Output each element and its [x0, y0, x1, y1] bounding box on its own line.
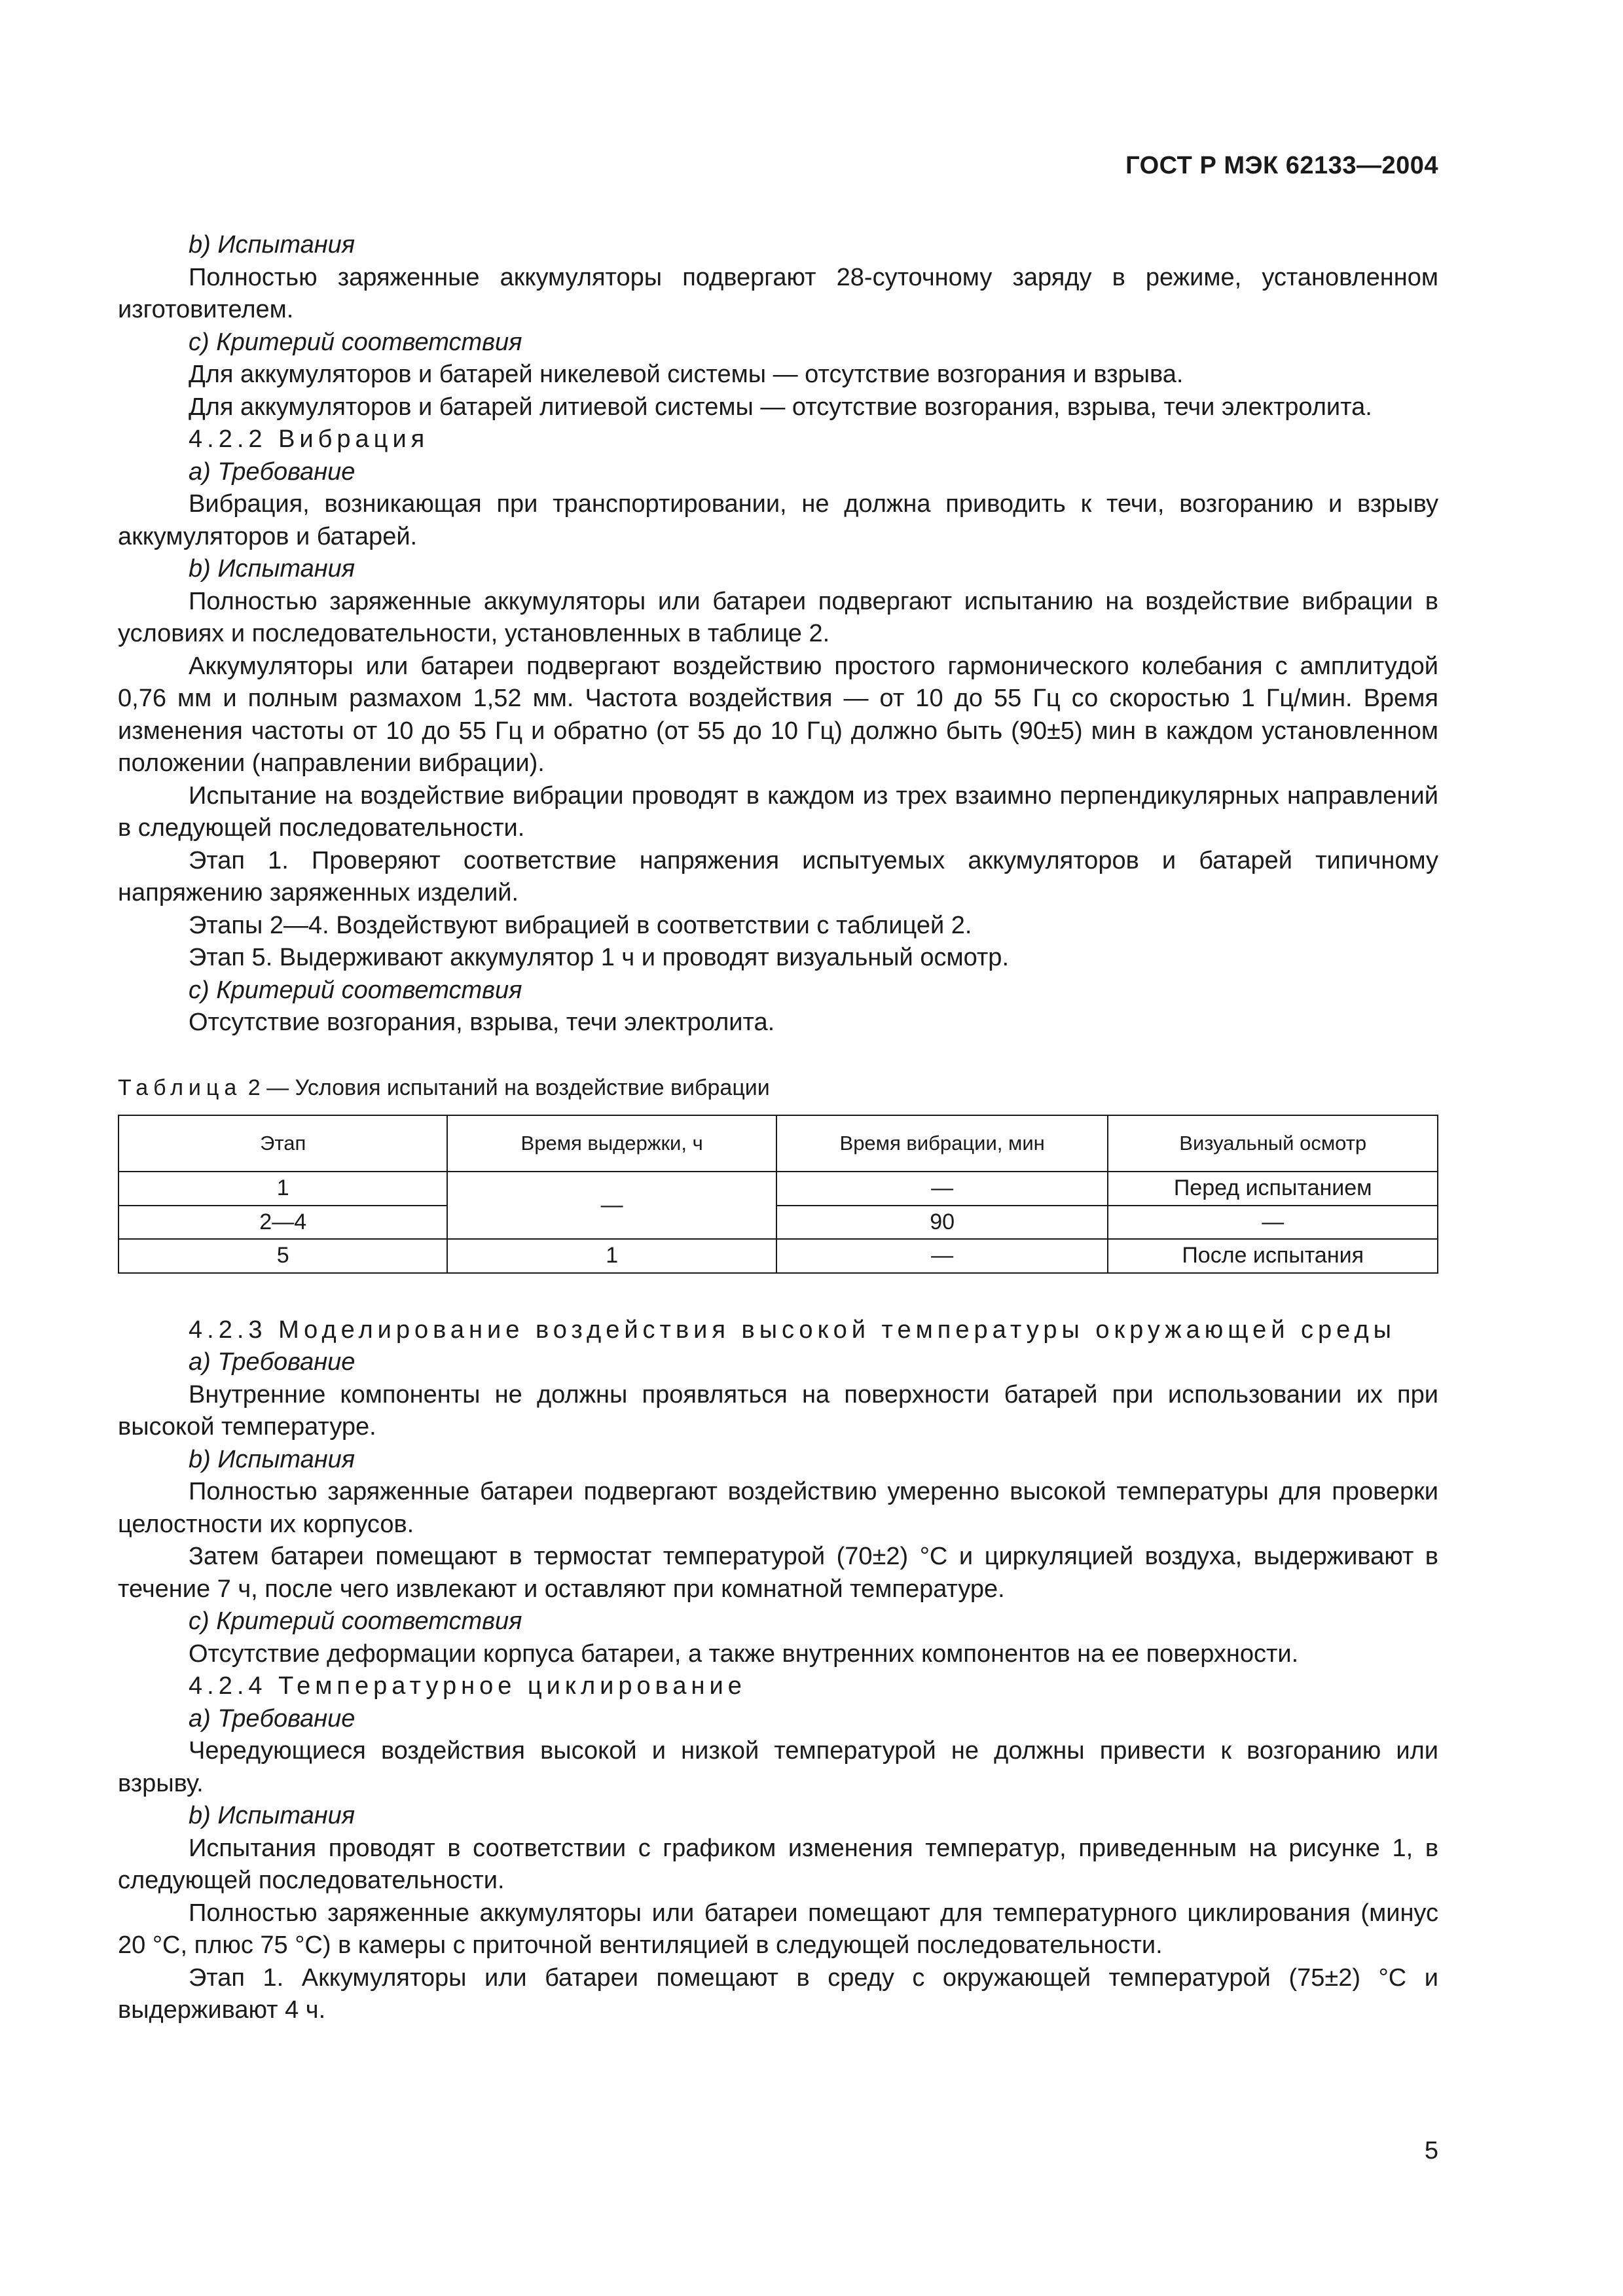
section-heading: 4.2.4 Температурное циклирование: [189, 1672, 746, 1700]
paragraph: Испытание на воздействие вибрации проводят в каждом из трех взаимно перпендикулярных направлений в следующей последовательности.: [118, 781, 1438, 842]
table-caption-text: 2 — Условия испытаний на воздействие вибрации: [242, 1075, 770, 1100]
table-header-row: [119, 1115, 1438, 1172]
table-cell: 2—4: [119, 1206, 447, 1240]
section-heading: 4.2.2 Вибрация: [189, 425, 429, 453]
text-block-temperature: [118, 1314, 1438, 2027]
paragraph: Для аккумуляторов и батарей литиевой системы — отсутствие возгорания, взрыва, течи электролита.: [189, 393, 1372, 421]
table-cell: 1: [447, 1239, 776, 1273]
page-number: 5: [1424, 2137, 1438, 2164]
subsection-label: b) Испытания: [189, 1802, 356, 1829]
header-hold-time: Время выдержки, ч: [447, 1115, 776, 1172]
table-cell: 5: [119, 1239, 447, 1273]
document-body: [118, 229, 1438, 2027]
subsection-label: a) Требование: [189, 457, 356, 486]
paragraph: Этапы 2—4. Воздействуют вибрацией в соответствии с таблицей 2.: [189, 911, 972, 939]
subsection-label: b) Испытания: [189, 555, 356, 583]
text-block-vibration: [118, 229, 1438, 1039]
table-cell: Перед испытанием: [1108, 1172, 1438, 1206]
header-visual-inspection: Визуальный осмотр: [1108, 1115, 1438, 1172]
table-caption: [118, 1072, 1438, 1105]
section-heading: 4.2.3 Моделирование воздействия высокой температуры окружающей среды: [189, 1316, 1396, 1344]
paragraph: Этап 1. Проверяют соответствие напряжения испытуемых аккумуляторов и батарей типичному напряжению заряженных изделий.: [118, 846, 1438, 906]
subsection-label: a) Требование: [189, 1348, 356, 1376]
paragraph: Затем батареи помещают в термостат температурой (70±2) °С и циркуляцией воздуха, выдерживают в течение 7 ч, после чего извлекают и оставляют при комнатной температуре.: [118, 1543, 1438, 1603]
table-cell: —: [776, 1172, 1108, 1206]
subsection-label: a) Требование: [189, 1704, 356, 1732]
table-row: [119, 1206, 1438, 1240]
paragraph: Полностью заряженные аккумуляторы или батареи помещают для температурного циклирования (минус 20 °С, плюс 75 °С) в камеры с приточной вентиляцией в следующей последовательности.: [118, 1899, 1438, 1959]
paragraph: Полностью заряженные аккумуляторы подвергают 28-суточному заряду в режиме, установленном изготовителем.: [118, 263, 1438, 323]
subsection-label: b) Испытания: [189, 231, 356, 259]
table-cell: После испытания: [1108, 1239, 1438, 1273]
table-cell: 90: [776, 1206, 1108, 1240]
subsection-label: b) Испытания: [189, 1445, 356, 1473]
paragraph: Отсутствие возгорания, взрыва, течи электролита.: [189, 1009, 775, 1036]
paragraph: Чередующиеся воздействия высокой и низкой температурой не должны привести к возгоранию или взрыву.: [118, 1737, 1438, 1797]
paragraph: Полностью заряженные аккумуляторы или батареи подвергают испытанию на воздействие вибрации в условиях и последовательности, установленных в таблице 2.: [118, 587, 1438, 647]
subsection-label: c) Критерий соответствия: [189, 976, 522, 1004]
table-caption-label: Таблица: [118, 1075, 242, 1100]
table-cell: —: [776, 1239, 1108, 1273]
header-stage: Этап: [119, 1115, 447, 1172]
table-cell-merged: —: [447, 1172, 776, 1239]
paragraph: Отсутствие деформации корпуса батареи, а также внутренних компонентов на ее поверхности.: [189, 1640, 1299, 1668]
header-vibration-time: Время вибрации, мин: [776, 1115, 1108, 1172]
subsection-label: c) Критерий соответствия: [189, 1607, 522, 1635]
paragraph: Аккумуляторы или батареи подвергают воздействию простого гармонического колебания с амплитудой 0,76 мм и полным размахом 1,52 мм. Частота воздействия — от 10 до 55 Гц со скоростью 1 Гц/мин. Время изменения частоты от 10 до 55 Гц и обратно (от 55 до 10 Гц) должно быть (90±5) мин в каждом установленном положении (направлении вибрации).: [118, 652, 1438, 777]
paragraph: Испытания проводят в соответствии с графиком изменения температур, приведенным на рисунке 1, в следующей последовательности.: [118, 1834, 1438, 1894]
document-standard-header: ГОСТ Р МЭК 62133—2004: [1125, 152, 1438, 179]
vibration-conditions-table: [118, 1115, 1438, 1274]
table-cell: —: [1108, 1206, 1438, 1240]
paragraph: Для аккумуляторов и батарей никелевой системы — отсутствие возгорания и взрыва.: [189, 361, 1184, 388]
paragraph: Внутренние компоненты не должны проявляться на поверхности батарей при использовании их при высокой температуре.: [118, 1380, 1438, 1441]
subsection-label: c) Критерий соответствия: [189, 328, 522, 356]
paragraph: Вибрация, возникающая при транспортировании, не должна приводить к течи, возгоранию и взрыву аккумуляторов и батарей.: [118, 490, 1438, 550]
paragraph: Этап 5. Выдерживают аккумулятор 1 ч и проводят визуальный осмотр.: [189, 944, 1009, 971]
table-row: [119, 1239, 1438, 1273]
paragraph: Полностью заряженные батареи подвергают воздействию умеренно высокой температуры для проверки целостности их корпусов.: [118, 1478, 1438, 1538]
paragraph: Этап 1. Аккумуляторы или батареи помещают в среду с окружающей температурой (75±2) °С и выдерживают 4 ч.: [118, 1964, 1438, 2024]
table-cell: 1: [119, 1172, 447, 1206]
table-row: [119, 1172, 1438, 1206]
